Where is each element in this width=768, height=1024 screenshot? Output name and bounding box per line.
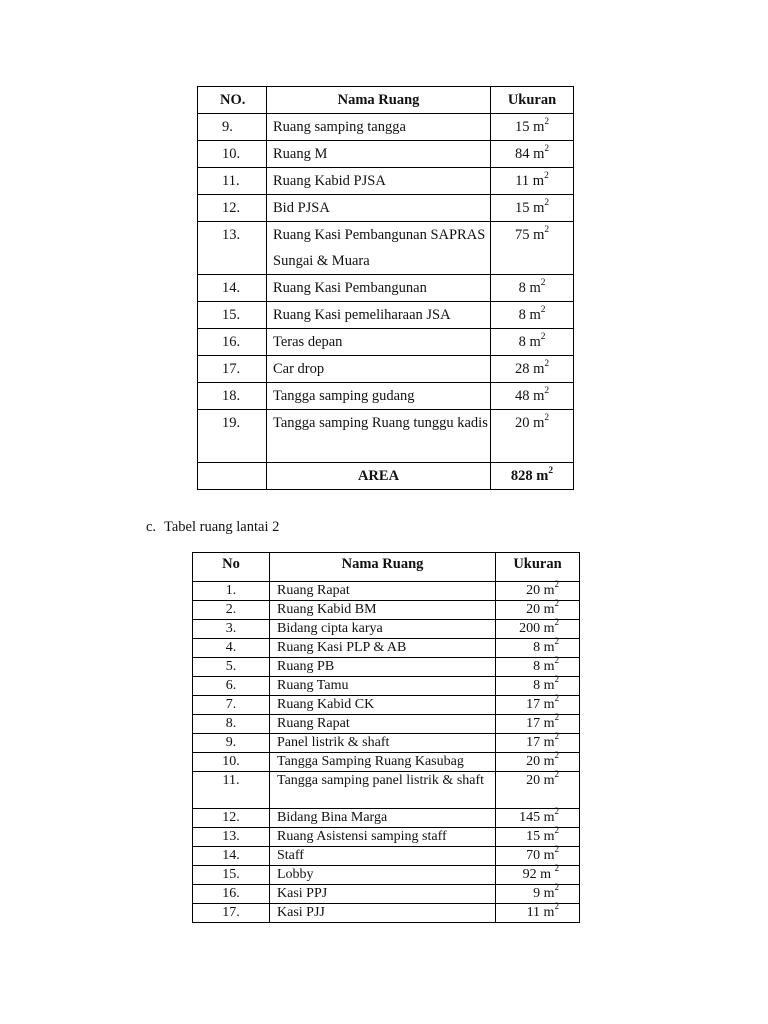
table-row: [193, 620, 580, 639]
table-row: [193, 715, 580, 734]
table-row: [193, 828, 580, 847]
cell-ukuran: [496, 636, 580, 658]
cell-no: 4.: [193, 639, 270, 658]
cell-nama-ruang: Ruang Rapat: [270, 582, 496, 601]
area-label: AREA: [267, 463, 491, 490]
ukuran-unit-exponent: 2: [544, 171, 549, 182]
ukuran-unit-exponent: 2: [554, 731, 559, 742]
ukuran-unit-exponent: 2: [554, 901, 559, 912]
ukuran-value: 15 m: [514, 200, 545, 216]
cell-no: 17.: [193, 904, 270, 923]
cell-no: 13.: [193, 828, 270, 847]
ukuran-value: 92 m: [522, 867, 555, 882]
header-no: NO.: [198, 87, 267, 114]
ukuran-unit-exponent: 2: [554, 825, 559, 836]
table-row: [198, 195, 574, 222]
ukuran-value: 20 m: [514, 415, 545, 431]
cell-nama-ruang: Bidang cipta karya: [270, 620, 496, 639]
ukuran-unit-exponent: 2: [554, 806, 559, 817]
caption-text: Tabel ruang lantai 2: [164, 519, 280, 535]
cell-no: 9.: [193, 734, 270, 753]
cell-no: 3.: [193, 620, 270, 639]
ukuran-unit-exponent: 2: [554, 617, 559, 628]
cell-nama-ruang: Kasi PJJ: [270, 904, 496, 923]
cell-nama-ruang: Ruang samping tangga: [267, 114, 491, 141]
cell-nama-ruang: Ruang Asistensi samping staff: [270, 828, 496, 847]
table-row: [198, 329, 574, 356]
ukuran-unit-exponent: 2: [554, 598, 559, 609]
ukuran-value: 8 m: [518, 307, 541, 323]
cell-nama-ruang: Ruang Kabid CK: [270, 696, 496, 715]
table-row: [193, 582, 580, 601]
cell-ukuran: [496, 806, 580, 828]
table-row: [198, 302, 574, 329]
cell-nama-ruang: Tangga samping gudang: [267, 383, 491, 410]
ukuran-value: 20 m: [526, 583, 555, 598]
cell-ukuran: [491, 275, 574, 302]
cell-no: 15.: [193, 866, 270, 885]
cell-ukuran: [496, 579, 580, 601]
cell-ukuran: [491, 141, 574, 168]
ukuran-value: 20 m: [526, 754, 555, 769]
cell-no: 6.: [193, 677, 270, 696]
ukuran-value: 70 m: [526, 848, 555, 863]
cell-ukuran: [496, 712, 580, 734]
cell-no: 11.: [198, 168, 267, 195]
caption-letter: c.: [146, 519, 157, 535]
table-row: [193, 639, 580, 658]
cell-no: 16.: [198, 329, 267, 356]
ukuran-unit-exponent: 2: [554, 674, 559, 685]
cell-nama-ruang: Kasi PPJ: [270, 885, 496, 904]
cell-ukuran: [491, 356, 574, 383]
table-row: [193, 809, 580, 828]
cell-ukuran: [496, 901, 580, 923]
ukuran-unit-exponent: 2: [554, 863, 559, 874]
cell-no: 5.: [193, 658, 270, 677]
ukuran-value: 17 m: [526, 697, 555, 712]
table-row: [193, 601, 580, 620]
table-header-row: [198, 87, 574, 114]
header-nama-ruang: Nama Ruang: [267, 87, 491, 114]
ukuran-value: 17 m: [526, 735, 555, 750]
table-header-row: [193, 553, 580, 582]
cell-no: 17.: [198, 356, 267, 383]
header-ukuran: Ukuran: [491, 87, 574, 114]
ukuran-unit-exponent: 2: [544, 144, 550, 155]
cell-nama-ruang: Ruang M: [267, 141, 491, 168]
cell-ukuran: [496, 598, 580, 620]
ukuran-unit-exponent: 2: [544, 225, 550, 236]
ukuran-value: 8 m: [518, 334, 541, 350]
cell-nama-ruang: Ruang Rapat: [270, 715, 496, 734]
cell-ukuran: [496, 750, 580, 772]
cell-ukuran: [491, 195, 574, 222]
ukuran-unit-exponent: 2: [540, 305, 546, 316]
ukuran-unit-exponent: 2: [554, 844, 559, 855]
cell-ukuran: [496, 617, 580, 639]
table-row: [198, 222, 574, 275]
room-table-1: [197, 86, 574, 490]
ukuran-value: 20 m: [526, 602, 555, 617]
cell-nama-ruang: Ruang Kasi pemeliharaan JSA: [267, 302, 491, 329]
ukuran-value: 145 m: [519, 810, 555, 825]
ukuran-unit-exponent: 2: [554, 712, 559, 723]
ukuran-unit-exponent: 2: [554, 750, 559, 761]
cell-no: 10.: [193, 753, 270, 772]
ukuran-unit-exponent: 2: [554, 882, 559, 893]
ukuran-unit-exponent: 2: [544, 198, 550, 209]
area-value-cell: [491, 463, 574, 490]
ukuran-value: 9 m: [533, 886, 555, 901]
cell-no: 19.: [198, 410, 267, 463]
cell-nama-ruang: Tangga Samping Ruang Kasubag: [270, 753, 496, 772]
cell-no: 8.: [193, 715, 270, 734]
section-caption: [146, 518, 279, 536]
cell-no: 14.: [193, 847, 270, 866]
cell-nama-ruang: Tangga samping panel listrik & shaft: [270, 772, 496, 809]
cell-no: 13.: [198, 222, 267, 275]
header-no: No: [193, 553, 270, 582]
cell-ukuran: [496, 844, 580, 866]
ukuran-value: 8 m: [533, 659, 555, 674]
cell-ukuran: [491, 383, 574, 410]
ukuran-unit-exponent: 2: [554, 693, 559, 704]
ukuran-unit-exponent: 2: [540, 332, 546, 343]
ukuran-value: 48 m: [514, 388, 545, 404]
ukuran-unit-exponent: 2: [544, 117, 550, 128]
table-row: [193, 847, 580, 866]
cell-ukuran: [491, 222, 574, 275]
cell-nama-ruang: Teras depan: [267, 329, 491, 356]
ukuran-value: 11 m: [515, 173, 545, 189]
table-row: [193, 753, 580, 772]
ukuran-value: 11 m: [526, 905, 555, 920]
cell-nama-ruang: Ruang Kabid BM: [270, 601, 496, 620]
table-row: [198, 410, 574, 463]
ukuran-value: 8 m: [533, 640, 555, 655]
ukuran-value: 15 m: [526, 829, 555, 844]
cell-ukuran: [496, 674, 580, 696]
cell-ukuran: [496, 863, 580, 885]
cell-ukuran: [491, 168, 574, 195]
ukuran-unit-exponent: 2: [554, 579, 559, 590]
ukuran-value: 28 m: [514, 361, 545, 377]
cell-nama-ruang: Ruang Kabid PJSA: [267, 168, 491, 195]
table-row: [198, 168, 574, 195]
ukuran-value: 17 m: [526, 716, 555, 731]
cell-no: 10.: [198, 141, 267, 168]
room-table-2: [192, 552, 580, 923]
ukuran-unit-exponent: 2: [554, 769, 559, 780]
cell-nama-ruang: Car drop: [267, 356, 491, 383]
cell-ukuran: [496, 825, 580, 847]
cell-ukuran: [496, 693, 580, 715]
cell-nama-ruang: Staff: [270, 847, 496, 866]
cell-no: 18.: [198, 383, 267, 410]
cell-nama-ruang: Lobby: [270, 866, 496, 885]
cell-no: 16.: [193, 885, 270, 904]
header-nama-ruang: Nama Ruang: [270, 553, 496, 582]
table-row: [193, 772, 580, 809]
table-row: [198, 141, 574, 168]
cell-nama-ruang: Panel listrik & shaft: [270, 734, 496, 753]
table-row: [193, 866, 580, 885]
cell-nama-ruang: Ruang PB: [270, 658, 496, 677]
table-row: [193, 677, 580, 696]
cell-nama-ruang: Ruang Kasi Pembangunan SAPRAS Sungai & Muara: [267, 222, 491, 275]
ukuran-value: 75 m: [514, 227, 545, 243]
area-empty-cell: [198, 463, 267, 490]
ukuran-value: 15 m: [514, 119, 545, 135]
ukuran-value: 200 m: [519, 621, 555, 636]
ukuran-unit-exponent: 2: [540, 278, 546, 289]
area-value: 828 m: [510, 468, 549, 484]
table-row: [193, 696, 580, 715]
ukuran-unit-exponent: 2: [544, 386, 550, 397]
area-unit-exponent: 2: [548, 466, 554, 477]
cell-no: 14.: [198, 275, 267, 302]
table-row: [198, 356, 574, 383]
cell-nama-ruang: Ruang Tamu: [270, 677, 496, 696]
cell-no: 12.: [198, 195, 267, 222]
cell-ukuran: [496, 655, 580, 677]
cell-ukuran: [491, 114, 574, 141]
cell-no: 2.: [193, 601, 270, 620]
table-row: [193, 658, 580, 677]
table-row: [198, 383, 574, 410]
cell-ukuran: [491, 329, 574, 356]
cell-ukuran: [491, 302, 574, 329]
cell-nama-ruang: Ruang Kasi Pembangunan: [267, 275, 491, 302]
cell-nama-ruang: Bid PJSA: [267, 195, 491, 222]
cell-ukuran: [491, 410, 574, 463]
ukuran-unit-exponent: 2: [554, 636, 559, 647]
cell-no: 11.: [193, 772, 270, 809]
cell-ukuran: [496, 882, 580, 904]
ukuran-value: 20 m: [526, 773, 555, 788]
cell-no: 15.: [198, 302, 267, 329]
table-row: [193, 734, 580, 753]
table-row: [193, 904, 580, 923]
ukuran-value: 8 m: [518, 280, 541, 296]
area-total-row: [198, 463, 574, 490]
ukuran-unit-exponent: 2: [554, 655, 559, 666]
cell-no: 9.: [198, 114, 267, 141]
ukuran-value: 84 m: [514, 146, 545, 162]
table-row: [198, 275, 574, 302]
cell-ukuran: [496, 769, 580, 809]
ukuran-unit-exponent: 2: [544, 413, 550, 424]
cell-nama-ruang: Tangga samping Ruang tunggu kadis: [267, 410, 491, 463]
table-row: [198, 114, 574, 141]
ukuran-unit-exponent: 2: [544, 359, 550, 370]
cell-no: 12.: [193, 809, 270, 828]
table-row: [193, 885, 580, 904]
header-ukuran: Ukuran: [496, 553, 580, 582]
cell-no: 1.: [193, 582, 270, 601]
cell-no: 7.: [193, 696, 270, 715]
cell-ukuran: [496, 731, 580, 753]
ukuran-value: 8 m: [533, 678, 555, 693]
cell-nama-ruang: Ruang Kasi PLP & AB: [270, 639, 496, 658]
cell-nama-ruang: Bidang Bina Marga: [270, 809, 496, 828]
